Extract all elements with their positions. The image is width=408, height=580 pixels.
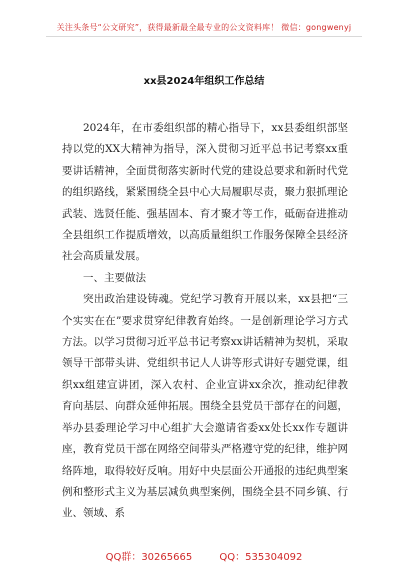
intro-paragraph: 2024年，在市委组织部的精心指导下，xx县委组织部坚持以党的XX大精神为指导，深入贯彻习近平总书记考察xx重要讲话精神，全面贯彻落实新时代党的建设总要求和新时代党的组织路线，紧紧围绕全县中心大局履职尽责，聚力狠抓理论武装、选贤任能、强基固本、育才聚才等工作，砥砺奋进推动全县组织工作提质增效，以高质量组织工作服务保障全县经济社会高质量发展。 bbox=[62, 122, 348, 263]
header-divider bbox=[46, 36, 362, 37]
document-title: xx县2024年组织工作总结 bbox=[143, 76, 265, 87]
header-note: 关注头条号“公文研究”，获得最新最全最专业的公文资料库！ 微信：gongwenyj bbox=[56, 23, 352, 32]
footer-qq: QQ：535304092 bbox=[219, 552, 303, 563]
footer-qq-group: QQ群：30265665 bbox=[105, 552, 193, 563]
section-heading: 一、主要做法 bbox=[83, 271, 146, 284]
footer-contact bbox=[0, 548, 408, 563]
document-body bbox=[62, 118, 348, 525]
body-paragraph: 突出政治建设铸魂。党纪学习教育开展以来，xx县把“三个实实在在”要求贯穿纪律教育始终。一是创新理论学习方式方法。以学习贯彻习近平总书记考察xx讲话精神为契机，采取领导干部带头讲、党组织书记人人讲等形式讲好专题党课，组织xx组建宣讲团，深入农村、企业宣讲xx余次，推动纪律教育向基层、向群众延伸拓展。围绕全县党员干部存在的问题，举办县委理论学习中心组扩大会邀请省委xx处长xx作专题讲座，教育党员干部在网络空间带头严格遵守党的纪律，维护网络阵地，取得较好反响。用好中央层面公开通报的违纪典型案例和整形式主义为基层减负典型案例，围绕全县不同乡镇、行业、领域、系 bbox=[62, 293, 348, 520]
